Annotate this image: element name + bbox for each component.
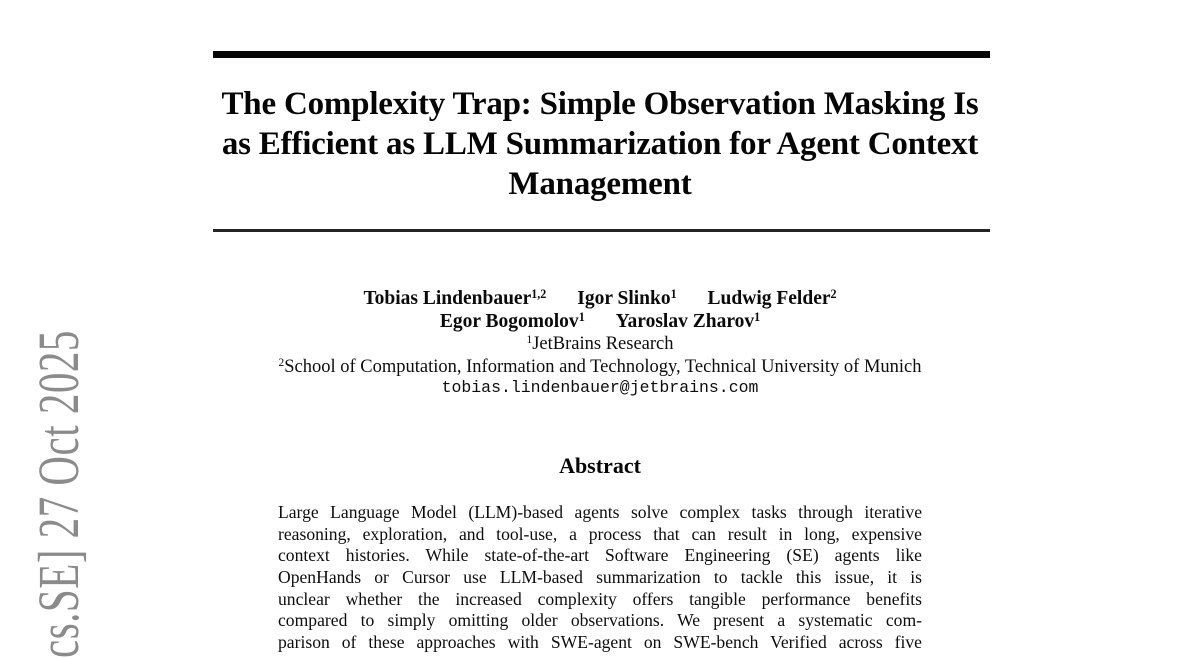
abstract-line: Large Language Model (LLM)-based agents solve complex tasks through iterative	[278, 502, 922, 522]
author-name-text: Egor Bogomolov	[439, 311, 579, 332]
affiliation-block	[100, 333, 1100, 378]
abstract-paragraph	[278, 502, 922, 653]
abstract-line: unclear whether the increased complexity offers tangible performance benefits	[278, 588, 922, 609]
contact-email: tobias.lindenbauer@jetbrains.com	[441, 378, 759, 397]
author-name	[708, 288, 837, 309]
paper-title-line: Management	[508, 166, 692, 202]
author-name	[577, 288, 676, 309]
author-affiliation-sup: 2	[830, 286, 837, 301]
affiliation-2	[100, 356, 1100, 379]
paper-title	[201, 84, 999, 204]
author-name-text: Igor Slinko	[577, 288, 671, 309]
paper-title-line: as Efficient as LLM Summarization for Agent Context	[221, 126, 979, 162]
abstract-heading: Abstract	[559, 453, 641, 478]
author-name-text: Tobias Lindenbauer	[363, 288, 532, 309]
author-name	[440, 311, 585, 332]
author-row	[101, 310, 1099, 333]
paper-title-line: The Complexity Trap: Simple Observation Masking Is	[221, 86, 979, 122]
affiliation-text: JetBrains Research	[532, 334, 674, 354]
abstract-line: OpenHands or Cursor use LLM-based summarization to tackle this issue, it is	[278, 566, 922, 587]
affiliation-text: School of Computation, Information and Technology, Technical University of Munich	[284, 356, 922, 377]
title-rule-bottom	[213, 229, 990, 232]
affiliation-sup: 2	[278, 356, 285, 369]
author-affiliation-sup: 1	[754, 309, 761, 324]
abstract-line: reasoning, exploration, and tool-use, a process that can result in long, expensive	[278, 523, 922, 544]
author-name-text: Yaroslav Zharov	[615, 311, 755, 332]
title-rule-top	[213, 51, 990, 58]
affiliation-1	[100, 333, 1100, 356]
affiliation-sup: 1	[526, 334, 533, 347]
author-affiliation-sup: 1	[578, 309, 585, 324]
author-name-text: Ludwig Felder	[707, 288, 831, 309]
arxiv-watermark: cs.SE] 27 Oct 2025	[25, 330, 91, 658]
abstract-line: parison of these approaches with SWE-agent on SWE-bench Verified across five	[278, 631, 922, 652]
author-row	[101, 287, 1099, 310]
author-name	[363, 288, 546, 309]
author-affiliation-sup: 1	[670, 286, 677, 301]
author-affiliation-sup: 1,2	[531, 286, 547, 301]
author-name	[616, 311, 761, 332]
author-block	[101, 287, 1099, 333]
abstract-line: context histories. While state-of-the-art Software Engineering (SE) agents like	[278, 545, 922, 566]
abstract-line: compared to simply omitting older observations. We present a systematic com-	[278, 610, 922, 631]
